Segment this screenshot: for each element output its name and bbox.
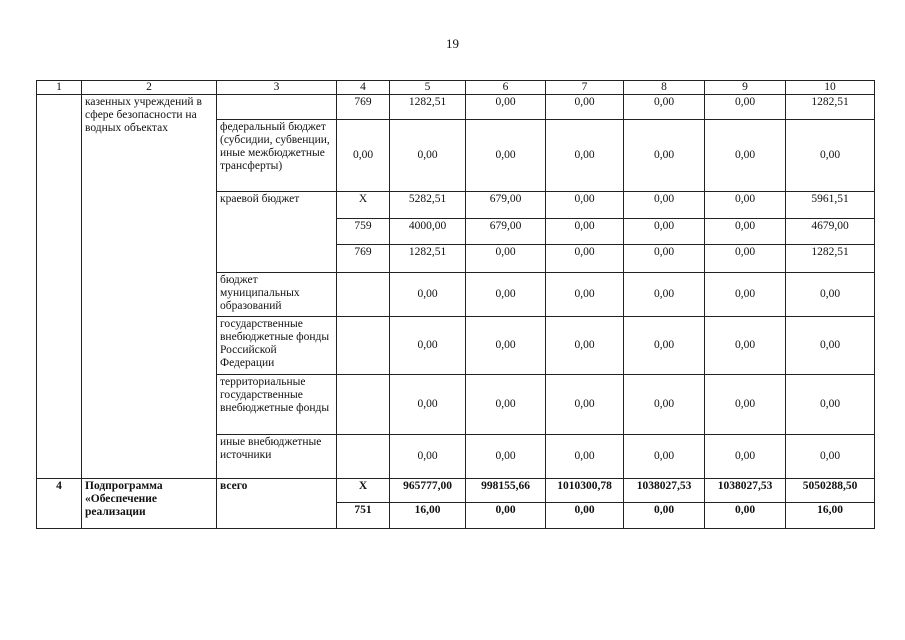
value-cell: 0,00: [624, 273, 705, 317]
value-cell: 5050288,50: [786, 479, 875, 503]
program-name-cell: казенных учреждений в сфере безопасности на водных объектах: [82, 95, 217, 479]
code-cell: 751: [337, 503, 390, 529]
value-cell: 0,00: [705, 192, 786, 219]
value-cell: 0,00: [546, 273, 624, 317]
source-cell: [217, 95, 337, 120]
value-cell: 0,00: [624, 95, 705, 120]
value-cell: 0,00: [624, 503, 705, 529]
table-row: [37, 95, 875, 120]
value-cell: 679,00: [466, 219, 546, 245]
code-cell: 769: [337, 95, 390, 120]
value-cell: 0,00: [624, 435, 705, 479]
value-cell: 1038027,53: [624, 479, 705, 503]
value-cell: 0,00: [390, 435, 466, 479]
header-cell: 1: [37, 81, 82, 95]
table-row: [37, 479, 875, 503]
value-cell: 0,00: [546, 95, 624, 120]
subprogram-name-cell: Подпрограмма «Обеспечение реализации: [82, 479, 217, 529]
source-cell: территориальные государственные внебюджетные фонды: [217, 375, 337, 435]
code-cell: 769: [337, 245, 390, 273]
code-cell: [337, 273, 390, 317]
value-cell: 0,00: [390, 317, 466, 375]
value-cell: 0,00: [466, 95, 546, 120]
header-cell: 2: [82, 81, 217, 95]
value-cell: 1038027,53: [705, 479, 786, 503]
value-cell: 0,00: [546, 503, 624, 529]
value-cell: 0,00: [705, 317, 786, 375]
header-cell: 7: [546, 81, 624, 95]
source-cell: бюджет муниципальных образований: [217, 273, 337, 317]
source-cell: всего: [217, 479, 337, 529]
value-cell: 5282,51: [390, 192, 466, 219]
value-cell: 0,00: [786, 375, 875, 435]
value-cell: 16,00: [786, 503, 875, 529]
value-cell: 0,00: [390, 120, 466, 192]
budget-table: [36, 80, 875, 529]
value-cell: 0,00: [546, 120, 624, 192]
code-cell: [337, 375, 390, 435]
value-cell: 0,00: [705, 503, 786, 529]
value-cell: 1282,51: [390, 245, 466, 273]
value-cell: 0,00: [466, 503, 546, 529]
value-cell: 0,00: [546, 245, 624, 273]
value-cell: 0,00: [466, 273, 546, 317]
value-cell: 0,00: [466, 317, 546, 375]
value-cell: 0,00: [705, 273, 786, 317]
value-cell: 679,00: [466, 192, 546, 219]
value-cell: 0,00: [546, 435, 624, 479]
header-cell: 4: [337, 81, 390, 95]
row-number-cell: 4: [37, 479, 82, 529]
value-cell: 0,00: [705, 219, 786, 245]
value-cell: 1282,51: [786, 245, 875, 273]
value-cell: 0,00: [786, 317, 875, 375]
value-cell: 0,00: [705, 245, 786, 273]
header-row: [37, 81, 875, 95]
value-cell: 0,00: [705, 120, 786, 192]
value-cell: 1282,51: [390, 95, 466, 120]
value-cell: 0,00: [390, 273, 466, 317]
value-cell: 0,00: [546, 375, 624, 435]
header-cell: 5: [390, 81, 466, 95]
code-cell: [337, 435, 390, 479]
value-cell: 0,00: [624, 245, 705, 273]
value-cell: 0,00: [546, 317, 624, 375]
header-cell: 3: [217, 81, 337, 95]
code-cell: [337, 317, 390, 375]
value-cell: 5961,51: [786, 192, 875, 219]
code-cell: 759: [337, 219, 390, 245]
code-cell: Х: [337, 192, 390, 219]
value-cell: 0,00: [786, 120, 875, 192]
source-cell: федеральный бюджет (субсидии, субвенции, иные межбюджетные трансферты): [217, 120, 337, 192]
source-cell: государственные внебюджетные фонды Российской Федерации: [217, 317, 337, 375]
code-cell: 0,00: [337, 120, 390, 192]
value-cell: 0,00: [786, 435, 875, 479]
header-cell: 9: [705, 81, 786, 95]
value-cell: 1010300,78: [546, 479, 624, 503]
header-cell: 10: [786, 81, 875, 95]
value-cell: 1282,51: [786, 95, 875, 120]
value-cell: 0,00: [546, 192, 624, 219]
value-cell: 998155,66: [466, 479, 546, 503]
value-cell: 0,00: [466, 435, 546, 479]
code-cell: Х: [337, 479, 390, 503]
header-cell: 8: [624, 81, 705, 95]
value-cell: 0,00: [466, 245, 546, 273]
value-cell: 0,00: [624, 375, 705, 435]
value-cell: 0,00: [705, 435, 786, 479]
value-cell: 0,00: [466, 120, 546, 192]
value-cell: 16,00: [390, 503, 466, 529]
row-number-cell: [37, 95, 82, 479]
source-cell: иные внебюджетные источники: [217, 435, 337, 479]
value-cell: 0,00: [624, 120, 705, 192]
value-cell: 0,00: [786, 273, 875, 317]
value-cell: 0,00: [624, 317, 705, 375]
value-cell: 0,00: [624, 192, 705, 219]
header-cell: 6: [466, 81, 546, 95]
value-cell: 0,00: [546, 219, 624, 245]
source-cell: краевой бюджет: [217, 192, 337, 273]
value-cell: 965777,00: [390, 479, 466, 503]
page-number: 19: [446, 36, 459, 51]
value-cell: 0,00: [390, 375, 466, 435]
value-cell: 0,00: [466, 375, 546, 435]
value-cell: 0,00: [624, 219, 705, 245]
value-cell: 0,00: [705, 375, 786, 435]
value-cell: 4679,00: [786, 219, 875, 245]
value-cell: 4000,00: [390, 219, 466, 245]
value-cell: 0,00: [705, 95, 786, 120]
